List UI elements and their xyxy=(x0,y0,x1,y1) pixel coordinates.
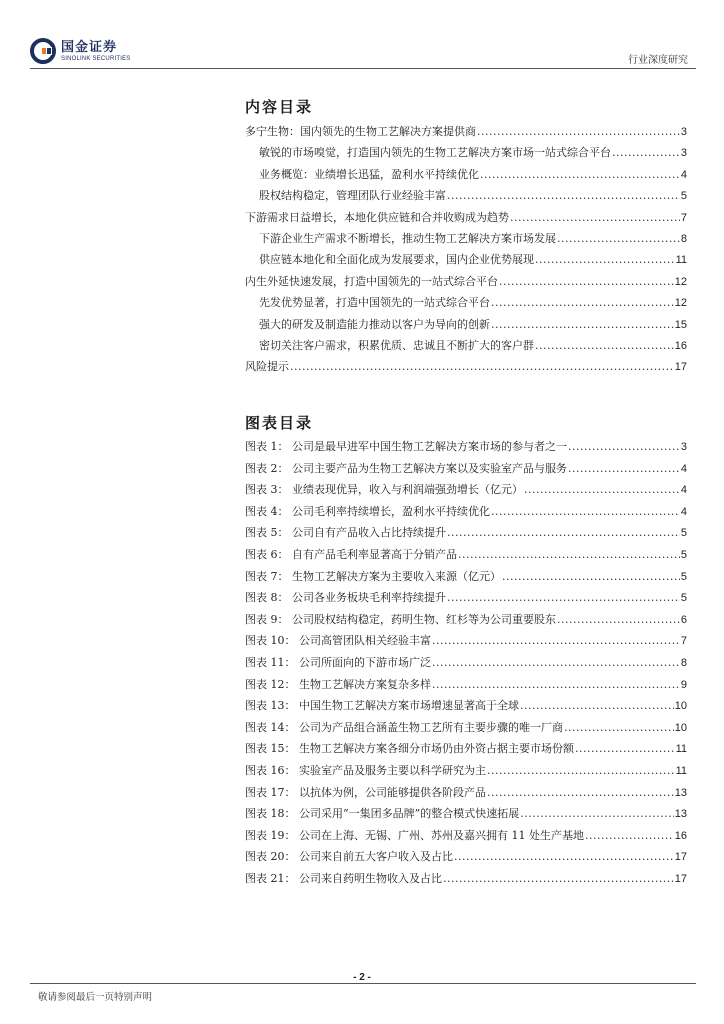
dot-leader xyxy=(432,674,680,696)
figure-entry-page: 5 xyxy=(680,570,687,583)
dot-leader xyxy=(491,501,680,523)
dot-leader xyxy=(443,868,674,890)
figure-entry[interactable] xyxy=(245,501,687,523)
figure-entry-title: 图表 16： 实验室产品及服务主要以科学研究为主 xyxy=(245,763,486,777)
dot-leader xyxy=(524,479,680,501)
dot-leader xyxy=(432,652,680,674)
figure-entry[interactable] xyxy=(245,587,687,609)
toc-entry[interactable] xyxy=(245,249,687,270)
toc-entry-page: 7 xyxy=(680,211,687,224)
figure-entry[interactable] xyxy=(245,652,687,674)
dot-leader xyxy=(564,717,674,739)
toc-entry-page: 17 xyxy=(674,361,687,374)
figure-entry-title: 图表 6： 自有产品毛利率显著高于分销产品 xyxy=(245,547,457,561)
toc-entry-page: 5 xyxy=(680,190,687,203)
toc-entry-title: 敏锐的市场嗅觉，打造国内领先的生物工艺解决方案市场一站式综合平台 xyxy=(259,146,611,160)
toc-entry-title: 业务概览：业绩增长迅猛，盈利水平持续优化 xyxy=(259,167,479,181)
toc-entry-page: 15 xyxy=(674,318,687,331)
dot-leader xyxy=(432,630,680,652)
dot-leader xyxy=(612,142,680,163)
dot-leader xyxy=(447,522,680,544)
figure-entry[interactable] xyxy=(245,479,687,501)
sinolink-logo-icon xyxy=(30,38,56,64)
figure-entry-title: 图表 17： 以抗体为例，公司能够提供各阶段产品 xyxy=(245,785,486,799)
figure-entry-title: 图表 4： 公司毛利率持续增长，盈利水平持续优化 xyxy=(245,504,490,518)
figure-entry[interactable] xyxy=(245,609,687,631)
contents-title: 内容目录 xyxy=(245,98,314,116)
figure-entry-page: 5 xyxy=(680,527,687,540)
dot-leader xyxy=(447,185,680,206)
figure-entry-page: 11 xyxy=(675,764,687,777)
dot-leader xyxy=(520,803,674,825)
figure-entry[interactable] xyxy=(245,868,687,890)
toc-entry-title: 密切关注客户需求，积累优质、忠诚且不断扩大的客户群 xyxy=(259,338,534,352)
toc-entry[interactable] xyxy=(245,228,687,249)
toc-entry[interactable] xyxy=(245,314,687,335)
figure-entry-page: 17 xyxy=(674,872,687,885)
figure-entry-title: 图表 9： 公司股权结构稳定，药明生物、红杉等为公司重要股东 xyxy=(245,612,556,626)
figure-entry[interactable] xyxy=(245,630,687,652)
figure-entry-title: 图表 7： 生物工艺解决方案为主要收入来源（亿元） xyxy=(245,569,501,583)
figure-entry-page: 5 xyxy=(680,548,687,561)
dot-leader xyxy=(520,695,674,717)
dot-leader xyxy=(568,436,680,458)
figure-entry-page: 11 xyxy=(675,743,687,756)
header-divider xyxy=(30,68,696,69)
figure-entry[interactable] xyxy=(245,674,687,696)
toc-entry-title: 下游企业生产需求不断增长，推动生物工艺解决方案市场发展 xyxy=(259,231,556,245)
toc-entry-page: 3 xyxy=(680,147,687,160)
figure-entry[interactable] xyxy=(245,738,687,760)
figure-entry-page: 6 xyxy=(680,613,687,626)
dot-leader xyxy=(290,356,674,377)
toc-entry-page: 3 xyxy=(680,126,687,138)
logo-chinese-name: 国金证券 xyxy=(61,39,118,55)
dot-leader xyxy=(510,207,680,228)
toc-entry-title: 下游需求日益增长，本地化供应链和合并收购成为趋势 xyxy=(245,210,509,224)
report-type-label: 行业深度研究 xyxy=(628,55,688,66)
toc-entry-page: 8 xyxy=(680,232,687,245)
toc-entry[interactable] xyxy=(245,185,687,206)
figure-entry-title: 图表 11： 公司所面向的下游市场广泛 xyxy=(245,655,431,669)
toc-entry-page: 4 xyxy=(680,168,687,181)
figure-entry[interactable] xyxy=(245,846,687,868)
figure-entry[interactable] xyxy=(245,803,687,825)
figure-entry-title: 图表 20： 公司来自前五大客户收入及占比 xyxy=(245,850,453,864)
toc-entry-page: 12 xyxy=(674,275,687,288)
toc-entry[interactable] xyxy=(245,292,687,313)
dot-leader xyxy=(487,760,675,782)
dot-leader xyxy=(535,249,675,270)
figures-title: 图表目录 xyxy=(245,414,314,432)
figure-entry-title: 图表 8： 公司各业务板块毛利率持续提升 xyxy=(245,591,446,605)
toc-entry-title: 风险提示 xyxy=(245,360,289,374)
figure-entry-title: 图表 21： 公司来自药明生物收入及占比 xyxy=(245,871,442,885)
figure-entry-title: 图表 14： 公司为产品组合涵盖生物工艺所有主要步骤的唯一厂商 xyxy=(245,720,563,734)
toc-entry-title: 内生外延快速发展，打造中国领先的一站式综合平台 xyxy=(245,274,498,288)
figure-entry[interactable] xyxy=(245,544,687,566)
figure-entry-title: 图表 3： 业绩表现优异，收入与利润端强劲增长（亿元） xyxy=(245,483,523,497)
figure-entry[interactable] xyxy=(245,566,687,588)
figure-entry[interactable] xyxy=(245,436,687,458)
figure-entry[interactable] xyxy=(245,695,687,717)
toc-entry[interactable] xyxy=(245,271,687,292)
figure-entry-page: 4 xyxy=(680,505,687,518)
dot-leader xyxy=(477,121,680,142)
toc-entry-title: 先发优势显著，打造中国领先的一站式综合平台 xyxy=(259,296,490,310)
figure-entry-title: 图表 10： 公司高管团队相关经验丰富 xyxy=(245,634,431,648)
dot-leader xyxy=(480,164,680,185)
figure-entry-title: 图表 2： 公司主要产品为生物工艺解决方案以及实验室产品与服务 xyxy=(245,461,567,475)
dot-leader xyxy=(487,782,674,804)
logo-english-name: SINOLINK SECURITIES xyxy=(61,55,131,62)
figure-entry-page: 13 xyxy=(674,786,687,799)
figure-entry-title: 图表 13： 中国生物工艺解决方案市场增速显著高于全球 xyxy=(245,699,519,713)
figure-entry-page: 4 xyxy=(680,484,687,497)
page-header xyxy=(30,38,696,68)
dot-leader xyxy=(499,271,674,292)
figure-entry-page: 5 xyxy=(680,592,687,605)
toc-entry[interactable] xyxy=(245,207,687,228)
toc-entry[interactable] xyxy=(245,142,687,163)
toc-entry-title: 多宁生物：国内领先的生物工艺解决方案提供商 xyxy=(245,125,476,138)
toc-entry-page: 12 xyxy=(674,297,687,310)
dot-leader xyxy=(575,738,675,760)
dot-leader xyxy=(557,609,680,631)
figure-entry-page: 3 xyxy=(680,441,687,453)
figure-entry-page: 10 xyxy=(674,700,687,713)
figure-entry-title: 图表 1： 公司是最早进军中国生物工艺解决方案市场的参与者之一 xyxy=(245,440,567,453)
company-logo xyxy=(30,38,130,64)
figures-list xyxy=(245,436,687,889)
toc-entry[interactable] xyxy=(245,121,687,142)
figure-entry[interactable] xyxy=(245,782,687,804)
figure-entry[interactable] xyxy=(245,760,687,782)
toc-entry[interactable] xyxy=(245,164,687,185)
figure-entry[interactable] xyxy=(245,458,687,480)
page-number: - 2 - xyxy=(353,972,371,983)
contents-list xyxy=(245,121,687,378)
dot-leader xyxy=(491,314,674,335)
figure-entry[interactable] xyxy=(245,522,687,544)
dot-leader xyxy=(454,846,674,868)
dot-leader xyxy=(502,566,680,588)
dot-leader xyxy=(568,458,680,480)
toc-entry[interactable] xyxy=(245,356,687,377)
dot-leader xyxy=(447,587,680,609)
toc-entry-title: 强大的研发及制造能力推动以客户为导向的创新 xyxy=(259,317,490,331)
dot-leader xyxy=(585,825,674,847)
figure-entry[interactable] xyxy=(245,825,687,847)
figure-entry-page: 10 xyxy=(674,721,687,734)
footer-divider xyxy=(30,983,696,984)
figure-entry-page: 7 xyxy=(680,635,687,648)
dot-leader xyxy=(557,228,680,249)
figure-entry-title: 图表 15： 生物工艺解决方案各细分市场仍由外资占据主要市场份额 xyxy=(245,742,574,756)
figure-entry-title: 图表 12： 生物工艺解决方案复杂多样 xyxy=(245,677,431,691)
toc-entry-page: 11 xyxy=(675,254,687,267)
figure-entry-page: 9 xyxy=(680,678,687,691)
toc-entry-page: 16 xyxy=(674,339,687,352)
figure-entry-title: 图表 5： 公司自有产品收入占比持续提升 xyxy=(245,526,446,540)
toc-entry-title: 供应链本地化和全面化成为发展要求，国内企业优势展现 xyxy=(259,253,534,267)
toc-entry-title: 股权结构稳定，管理团队行业经验丰富 xyxy=(259,189,446,203)
figure-entry-page: 13 xyxy=(674,808,687,821)
figure-entry-page: 17 xyxy=(674,851,687,864)
figure-entry-page: 4 xyxy=(680,462,687,475)
dot-leader xyxy=(491,292,674,313)
dot-leader xyxy=(458,544,680,566)
dot-leader xyxy=(535,335,674,356)
figure-entry-page: 8 xyxy=(680,656,687,669)
footer-disclaimer: 敬请参阅最后一页特别声明 xyxy=(38,992,153,1003)
figure-entry-title: 图表 18： 公司采用“一集团多品牌”的整合模式快速拓展 xyxy=(245,807,520,821)
figure-entry-title: 图表 19： 公司在上海、无锡、广州、苏州及嘉兴拥有 11 处生产基地 xyxy=(245,828,584,842)
figure-entry[interactable] xyxy=(245,717,687,739)
toc-entry[interactable] xyxy=(245,335,687,356)
figure-entry-page: 16 xyxy=(674,829,687,842)
